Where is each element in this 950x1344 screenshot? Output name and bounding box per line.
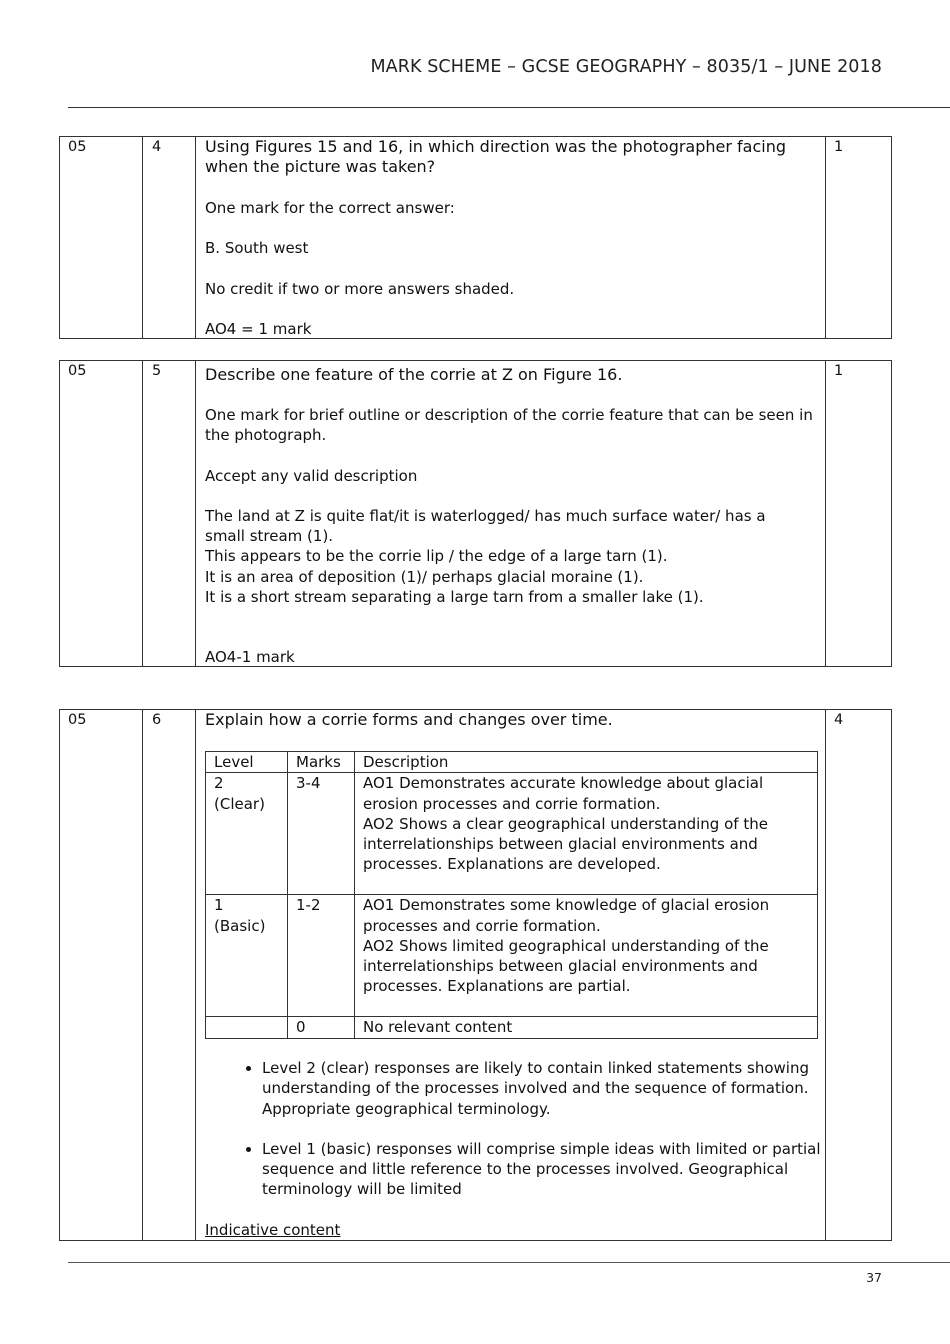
bullet-item: • Level 2 (clear) responses are likely to contain linked statements showing understanding of the processes involved and the sequence of formation. Appropriate geographical terminology. <box>262 1058 825 1119</box>
description-cell <box>355 1017 818 1038</box>
question-marks: 1 <box>834 363 844 379</box>
table-row <box>206 895 818 1017</box>
question-number: 05 <box>68 363 87 379</box>
question-number: 05 <box>68 139 87 155</box>
level-number: 1 <box>214 896 224 915</box>
description-text: No relevant content <box>363 1018 513 1037</box>
question-box-05-4 <box>59 136 892 339</box>
correct-answer: B. South west <box>205 239 309 257</box>
table-row <box>206 1017 818 1038</box>
question-marks: 4 <box>834 712 844 728</box>
level-name: (Clear) <box>214 794 265 813</box>
marks-cell: 0 <box>288 1017 355 1038</box>
level-number: 2 <box>214 774 224 793</box>
bullet-item: • Level 1 (basic) responses will comprise simple ideas with limited or partial sequence and little reference to the processes involved. Geographical terminology will be limited <box>262 1139 825 1200</box>
footer-rule <box>68 1262 950 1263</box>
page-header-title: MARK SCHEME – GCSE GEOGRAPHY – 8035/1 – JUNE 2018 <box>370 57 882 77</box>
credit-note: No credit if two or more answers shaded. <box>205 280 515 298</box>
mark-guidance: One mark for brief outline or description of the corrie feature that can be seen in the photograph. <box>205 406 813 445</box>
question-part: 5 <box>152 363 162 379</box>
description-ao2: AO2 Shows limited geographical understanding of the interrelationships between glacial environments and processes. Explanations are partial. <box>363 936 769 996</box>
levels-table <box>205 751 818 1039</box>
answer-line: It is an area of deposition (1)/ perhaps glacial moraine (1). <box>205 568 644 586</box>
level-cell <box>206 895 288 1017</box>
marks-cell: 3-4 <box>288 773 355 895</box>
table-header: Marks <box>288 752 355 773</box>
page-number: 37 <box>866 1270 882 1285</box>
question-text: Describe one feature of the corrie at Z on Figure 16. <box>205 365 623 384</box>
answer-line: This appears to be the corrie lip / the edge of a large tarn (1). <box>205 547 668 565</box>
guidance-bullets <box>205 1058 825 1200</box>
description-ao2: AO2 Shows a clear geographical understanding of the interrelationships between glacial environments and processes. Explanations are developed. <box>363 814 768 874</box>
question-box-05-5 <box>59 360 892 667</box>
level-cell <box>206 1017 288 1038</box>
answer-line: It is a short stream separating a large tarn from a smaller lake (1). <box>205 588 704 606</box>
question-part: 4 <box>152 139 162 155</box>
question-box-05-6 <box>59 709 892 1241</box>
assessment-objective: AO4-1 mark <box>205 648 295 666</box>
description-cell <box>355 773 818 895</box>
description-cell <box>355 895 818 1017</box>
answer-line: The land at Z is quite flat/it is waterlogged/ has much surface water/ has a small stream (1). <box>205 507 766 546</box>
level-name: (Basic) <box>214 916 266 935</box>
mark-guidance: One mark for the correct answer: <box>205 199 455 217</box>
question-text: Using Figures 15 and 16, in which direction was the photographer facing when the picture was taken? <box>205 137 787 176</box>
question-part: 6 <box>152 712 162 728</box>
accept-note: Accept any valid description <box>205 467 418 485</box>
indicative-content-heading: Indicative content <box>205 1221 341 1239</box>
question-marks: 1 <box>834 139 844 155</box>
table-header-row <box>206 752 818 773</box>
description-ao1: AO1 Demonstrates accurate knowledge about glacial erosion processes and corrie formation. <box>363 774 764 813</box>
table-row <box>206 773 818 895</box>
marks-cell: 1-2 <box>288 895 355 1017</box>
assessment-objective: AO4 = 1 mark <box>205 320 312 338</box>
question-text: Explain how a corrie forms and changes over time. <box>205 710 613 729</box>
table-header: Description <box>355 752 818 773</box>
description-ao1: AO1 Demonstrates some knowledge of glacial erosion processes and corrie formation. <box>363 896 770 935</box>
header-rule <box>68 107 950 108</box>
table-header: Level <box>206 752 288 773</box>
level-cell <box>206 773 288 895</box>
question-number: 05 <box>68 712 87 728</box>
